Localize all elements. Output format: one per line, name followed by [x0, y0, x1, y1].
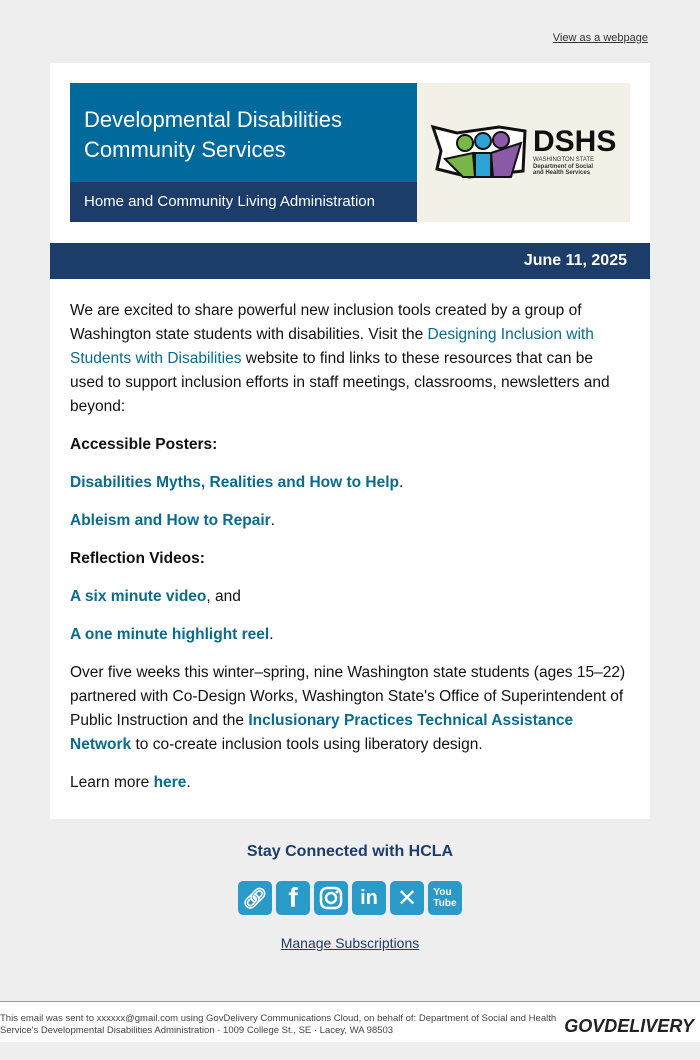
stay-connected-heading: Stay Connected with HCLA — [246, 843, 454, 860]
text: website to find links to these resources that can be used to support inclusion efforts in staff meetings, classrooms, newsletters and beyond: — [70, 350, 610, 415]
text: . — [269, 626, 274, 643]
view-as-webpage-link[interactable]: View as a webpage — [552, 32, 648, 44]
designing-inclusion-link[interactable]: Designing Inclusion with Students with Disabilities — [70, 326, 594, 367]
text: , and — [206, 588, 241, 605]
instagram-icon[interactable] — [314, 881, 348, 915]
people-washington-icon — [429, 121, 529, 183]
govdelivery-logo[interactable]: GOVDELIVERY — [564, 1016, 694, 1036]
title-line: Community Services — [84, 137, 286, 162]
description-paragraph — [70, 661, 630, 757]
dshs-logo — [417, 83, 630, 222]
logo-sub: WASHINGTON STATE — [533, 157, 595, 164]
email-card — [50, 63, 650, 819]
banner-title — [70, 83, 417, 182]
intro-paragraph — [70, 299, 630, 419]
logo-text: DSHS — [533, 125, 617, 159]
logo-sub: Department of Social — [533, 163, 594, 170]
learn-more-link[interactable]: here — [153, 774, 187, 791]
date-bar: June 11, 2025 — [50, 243, 650, 279]
manage-subscriptions-link[interactable]: Manage Subscriptions — [280, 935, 420, 951]
banner-subtitle: Home and Community Living Administration — [70, 182, 417, 222]
text: Over five weeks this winter–spring, nine Washington state students (ages 15–22) partnered with Co-Design Works, Washington State's Office of Superintendent of Public Instruction and the — [70, 664, 626, 729]
email-body — [70, 299, 630, 795]
poster-ableism-link[interactable]: Ableism and How to Repair — [70, 512, 271, 529]
x-icon[interactable]: ✕ — [390, 881, 424, 915]
posters-heading: Accessible Posters: — [70, 436, 218, 453]
text: to co-create inclusion tools using liberatory design. — [131, 736, 483, 753]
videos-heading: Reflection Videos: — [70, 550, 205, 567]
text: . — [186, 774, 191, 791]
text: Learn more — [70, 774, 154, 791]
highlight-reel-link[interactable]: A one minute highlight reel — [70, 626, 270, 643]
footer — [0, 1001, 700, 1042]
ip-tan-link[interactable]: Inclusionary Practices Technical Assistance Network — [70, 712, 574, 753]
six-minute-video-link[interactable]: A six minute video — [70, 588, 207, 605]
social-links — [238, 881, 462, 915]
title-line: Developmental Disabilities — [84, 107, 343, 132]
text: . — [270, 512, 275, 529]
youtube-icon[interactable]: You Tube — [428, 881, 462, 915]
link-icon[interactable]: 🔗︎ — [238, 881, 272, 915]
top-bar — [0, 0, 700, 63]
footer-text: This email was sent to xxxxxx@gmail.com using GovDelivery Communications Cloud, on behalf of: Department of Social and Health Service's Developmental Disabilities Administration · 1009 College St., SE · Lacey, WA 98503 — [0, 1013, 557, 1036]
header-banner — [70, 83, 630, 222]
facebook-icon[interactable]: f — [276, 881, 310, 915]
poster-myths-link[interactable]: Disabilities Myths, Realities and How to Help — [70, 474, 400, 491]
text: . — [399, 474, 404, 491]
linkedin-icon[interactable]: in — [352, 881, 386, 915]
logo-sub: and Health Services — [533, 170, 591, 177]
text: We are excited to share powerful new inclusion tools created by a group of Washington state students with disabilities. Visit the — [70, 302, 582, 343]
